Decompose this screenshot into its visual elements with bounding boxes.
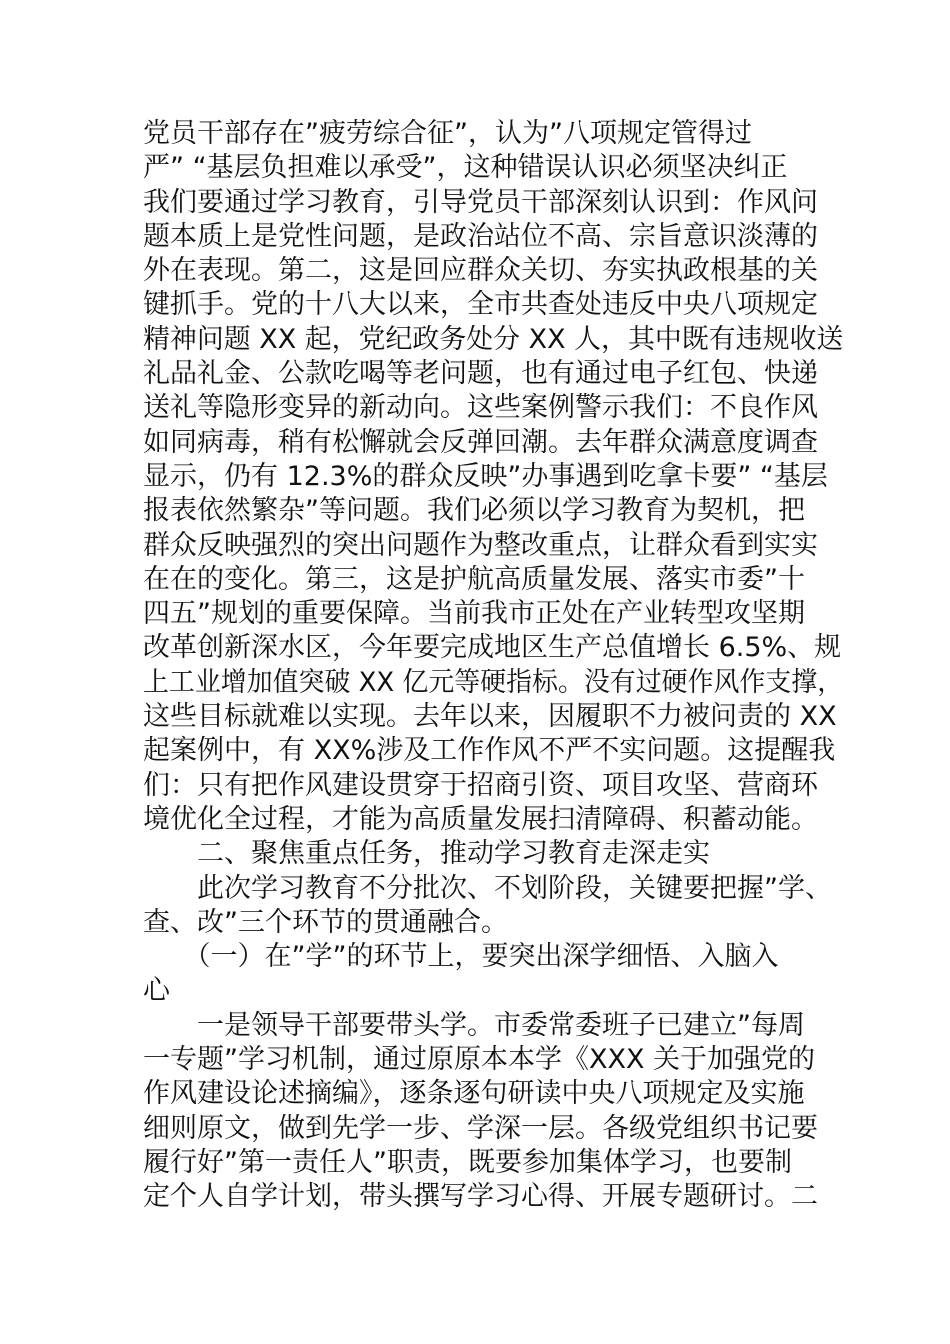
- body-text: [143, 117, 843, 1215]
- text-line: 上工业增加值突破 XX 亿元等硬指标。没有过硬作风作支撑，: [143, 666, 844, 698]
- text-line: 如同病毒，稍有松懈就会反弹回潮。去年群众满意度调查: [143, 426, 818, 458]
- text-line: 我们要通过学习教育，引导党员干部深刻认识到：作风问: [143, 186, 818, 218]
- text-line: 心: [143, 975, 170, 1007]
- text-line: 作风建设论述摘编》，逐条逐句研读中央八项规定及实施: [143, 1078, 805, 1110]
- text-line: 二、聚焦重点任务，推动学习教育走深走实: [143, 838, 710, 870]
- text-line: 送礼等隐形变异的新动向。这些案例警示我们：不良作风: [143, 392, 818, 424]
- text-line: 题本质上是党性问题，是政治站位不高、宗旨意识淡薄的: [143, 220, 818, 252]
- text-line: 们：只有把作风建设贯穿于招商引资、项目攻坚、营商环: [143, 769, 818, 801]
- text-line: 改革创新深水区，今年要完成地区生产总值增长 6.5%、规: [143, 632, 842, 664]
- text-line: 定个人自学计划，带头撰写学习心得、开展专题研讨。二: [143, 1181, 818, 1213]
- text-line: 礼品礼金、公款吃喝等老问题，也有通过电子红包、快递: [143, 358, 818, 390]
- text-line: 一专题”学习机制，通过原原本本学《XXX 关于加强党的: [143, 1044, 816, 1076]
- text-line: 这些目标就难以实现。去年以来，因履职不力被问责的 XX: [143, 701, 837, 733]
- text-line: 外在表现。第二，这是回应群众关切、夯实执政根基的关: [143, 255, 818, 287]
- text-line: 细则原文，做到先学一步、学深一层。各级党组织书记要: [143, 1112, 818, 1144]
- text-line: 履行好”第一责任人”职责，既要参加集体学习，也要制: [143, 1146, 792, 1178]
- text-line: 起案例中，有 XX%涉及工作作风不严不实问题。这提醒我: [143, 735, 836, 767]
- text-line: 键抓手。党的十八大以来，全市共查处违反中央八项规定: [143, 289, 818, 321]
- text-line: 此次学习教育不分批次、不划阶段，关键要把握”学、: [143, 872, 832, 904]
- text-line: 显示，仍有 12.3%的群众反映”办事遇到吃拿卡要” “基层: [143, 460, 828, 492]
- text-line: 精神问题 XX 起，党纪政务处分 XX 人，其中既有违规收送: [143, 323, 844, 355]
- text-line: 群众反映强烈的突出问题作为整改重点，让群众看到实实: [143, 529, 818, 561]
- text-line: 在在的变化。第三，这是护航高质量发展、落实市委”十: [143, 563, 805, 595]
- text-line: 报表依然繁杂”等问题。我们必须以学习教育为契机，把: [143, 495, 805, 527]
- text-line: 查、改”三个环节的贯通融合。: [143, 906, 508, 938]
- text-line: 境优化全过程，才能为高质量发展扫清障碍、积蓄动能。: [143, 803, 818, 835]
- text-line: 一是领导干部要带头学。市委常委班子已建立”每周: [143, 1009, 805, 1041]
- text-line: （一）在”学”的环节上，要突出深学细悟、入脑入: [143, 941, 779, 973]
- text-line: 党员干部存在”疲劳综合征”，认为”八项规定管得过: [143, 118, 752, 149]
- text-line: 四五”规划的重要保障。当前我市正处在产业转型攻坚期: [143, 598, 805, 630]
- text-line: 严” “基层负担难以承受”，这种错误认识必须坚决纠正: [143, 152, 788, 184]
